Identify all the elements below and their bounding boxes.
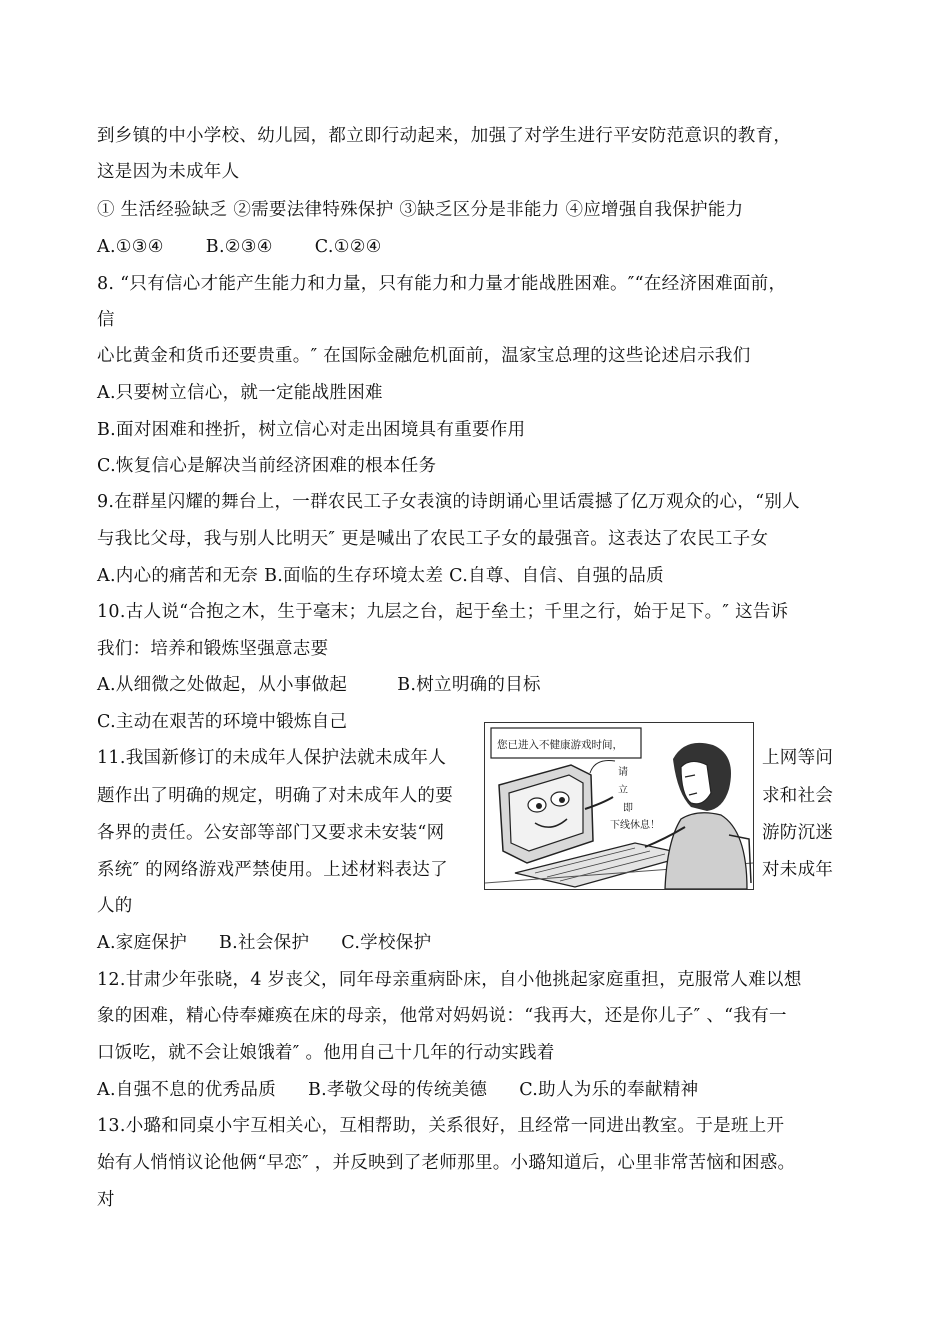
q12-option-c: C.助人为乐的奉献精神	[519, 1080, 699, 1100]
q11-stem: 系统″ 的网络游戏严禁使用。上述材料表达了	[97, 860, 448, 880]
text-line: 到乡镇的中小学校、幼儿园，都立即行动起来，加强了对学生进行平安防范意识的教育，	[97, 126, 792, 146]
q7-statements: ① 生活经验缺乏 ②需要法律特殊保护 ③缺乏区分是非能力 ④应增强自我保护能力	[97, 200, 744, 220]
q13-stem: 始有人悄悄议论他俩“早恋″ ，并反映到了老师那里。小璐知道后，心里非常苦恼和困惑。	[97, 1153, 796, 1173]
q10-stem: 10.古人说“合抱之木，生于毫末；九层之台，起于垒土；千里之行，始于足下。″ 这告诉	[97, 602, 789, 622]
banner-text: 您已进入不健康游戏时间，	[497, 739, 623, 751]
q11-stem: 各界的责任。公安部等部门又要求未安装“网	[97, 823, 445, 843]
q11-stem: 求和社会	[762, 786, 834, 806]
bubble-text: 立	[618, 785, 628, 796]
text-line: 这是因为未成年人	[97, 162, 240, 182]
q8-option-b: B.面对困难和挫折，树立信心对走出困境具有重要作用	[97, 420, 526, 440]
q11-stem: 题作出了明确的规定，明确了对未成年人的要	[97, 786, 453, 806]
q8-stem: 信	[97, 310, 115, 330]
q12-options	[97, 1078, 698, 1102]
q12-stem: 12.甘肃少年张晓，4 岁丧父，同年母亲重病卧床，自小他挑起家庭重担，克服常人难以想	[97, 970, 802, 990]
q7-options	[97, 235, 382, 259]
q11-stem: 游防沉迷	[762, 823, 834, 843]
q11-option-a: A.家庭保护	[97, 933, 188, 953]
q12-stem: 口饭吃，就不会让娘饿着″ 。他用自己十几年的行动实践着	[97, 1043, 555, 1063]
q11-stem: 11.我国新修订的未成年人保护法就未成年人	[97, 748, 447, 768]
q9-stem: 与我比父母，我与别人比明天″ 更是喊出了农民工子女的最强音。这表达了农民工子女	[97, 529, 769, 549]
q8-stem: 8. “只有信心才能产生能力和力量，只有能力和力量才能战胜困难。″“在经济困难面前，	[97, 274, 787, 294]
cartoon-drawing	[485, 723, 753, 889]
bubble-text: 请	[618, 767, 628, 778]
q9-stem: 9.在群星闪耀的舞台上，一群农民工子女表演的诗朗诵心里话震撼了亿万观众的心，“别人	[97, 492, 800, 512]
q11-option-c: C.学校保护	[341, 933, 432, 953]
q12-stem: 象的困难，精心侍奉瘫痪在床的母亲，他常对妈妈说：“我再大，还是你儿子″ 、“我有一	[97, 1006, 787, 1026]
q12-option-b: B.孝敬父母的传统美德	[308, 1080, 488, 1100]
q10-options	[97, 673, 541, 697]
cartoon-illustration	[484, 722, 754, 890]
q11-option-b: B.社会保护	[219, 933, 310, 953]
q13-stem: 对	[97, 1190, 115, 1210]
q10-option-b: B.树立明确的目标	[397, 675, 541, 695]
q10-option-a: A.从细微之处做起，从小事做起	[97, 675, 348, 695]
q8-option-c: C.恢复信心是解决当前经济困难的根本任务	[97, 456, 437, 476]
q11-stem: 上网等问	[762, 748, 834, 768]
bubble-text: 下线休息！	[610, 820, 660, 831]
q10-option-c: C.主动在艰苦的环境中锻炼自己	[97, 712, 348, 732]
q12-option-a: A.自强不息的优秀品质	[97, 1080, 276, 1100]
monitor-pupil-right	[559, 797, 565, 803]
woman-body	[665, 813, 747, 889]
q7-option-b: B.②③④	[205, 237, 273, 257]
q11-stem: 人的	[97, 896, 133, 916]
q10-stem: 我们：培养和锻炼坚强意志要	[97, 639, 329, 659]
q9-options: A.内心的痛苦和无奈 B.面临的生存环境太差 C.自尊、自信、自强的品质	[97, 566, 664, 586]
q13-stem: 13.小璐和同桌小宇互相关心，互相帮助，关系很好，且经常一同进出教室。于是班上开	[97, 1116, 785, 1136]
speech-line	[590, 761, 615, 774]
q11-options	[97, 931, 431, 955]
q7-option-c: C.①②④	[314, 237, 382, 257]
q11-stem: 对未成年	[762, 860, 834, 880]
monitor-pupil-left	[536, 803, 542, 809]
q8-stem: 心比黄金和货币还要贵重。″ 在国际金融危机面前，温家宝总理的这些论述启示我们	[97, 346, 751, 366]
bubble-text: 即	[623, 803, 633, 814]
q7-option-a: A.①③④	[97, 237, 164, 257]
q8-option-a: A.只要树立信心，就一定能战胜困难	[97, 383, 383, 403]
